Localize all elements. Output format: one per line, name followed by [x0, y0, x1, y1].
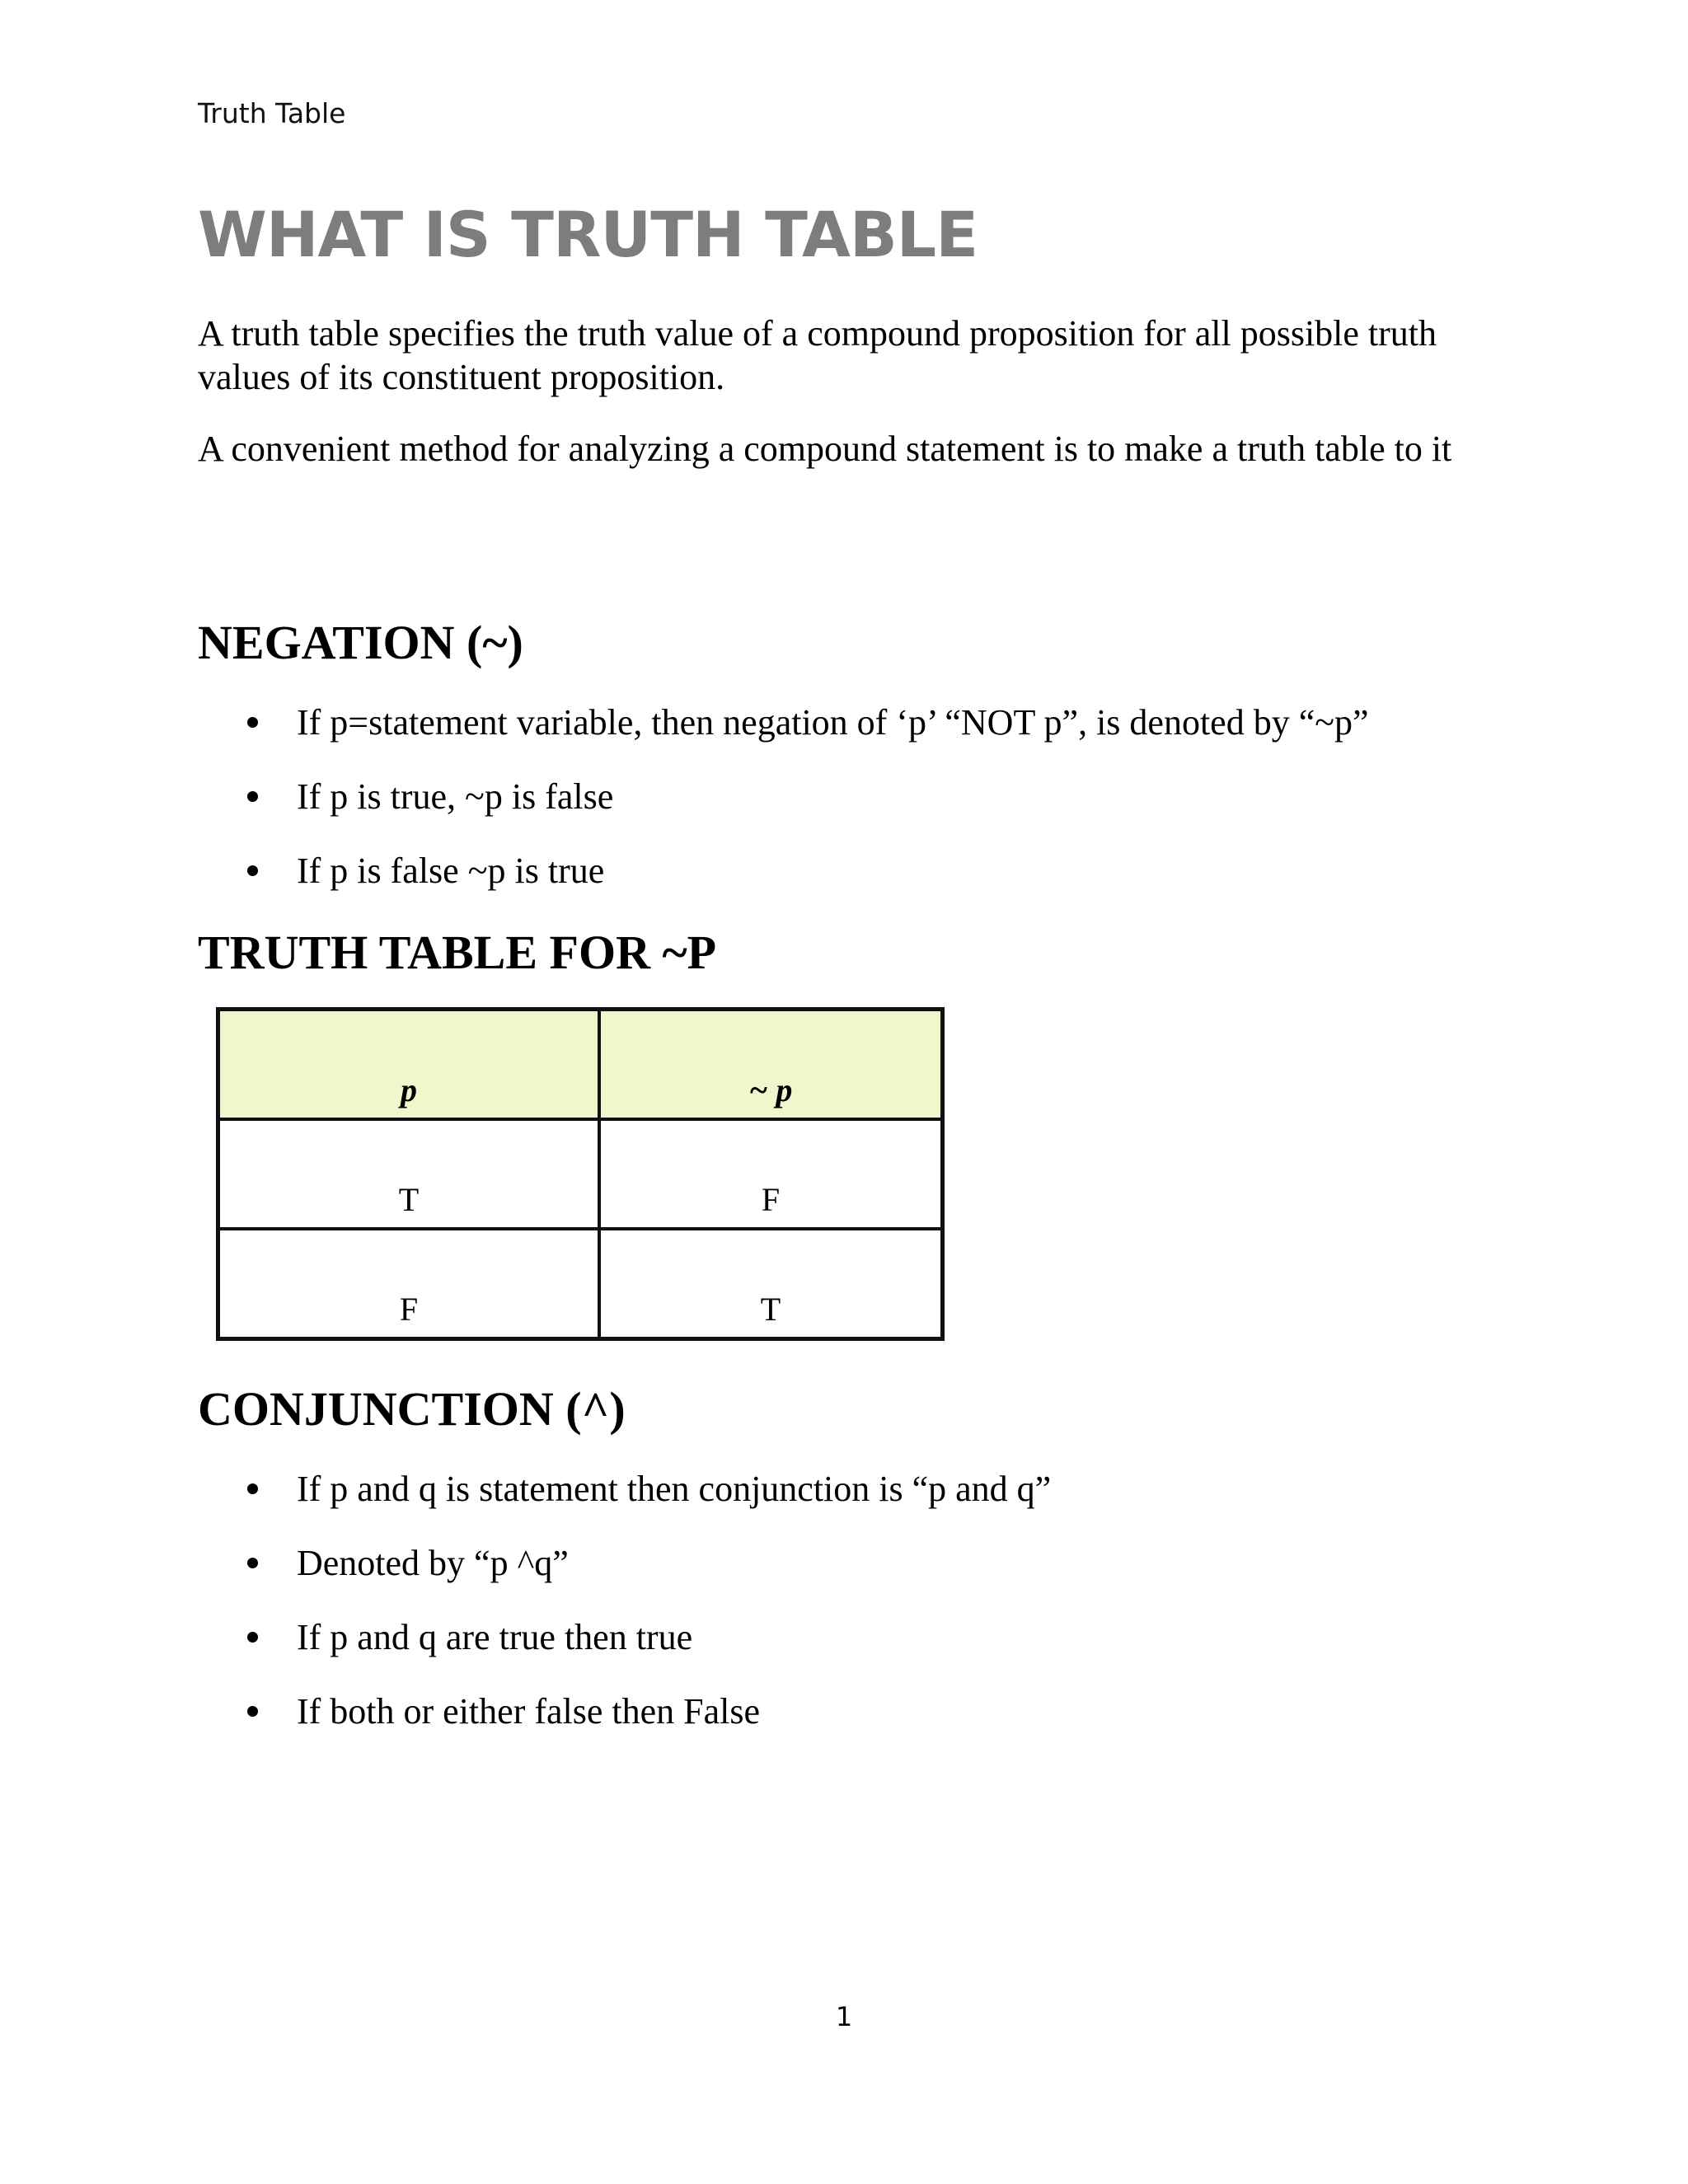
truth-table-heading: TRUTH TABLE FOR ~P [198, 926, 717, 979]
bullet-icon [247, 1483, 258, 1494]
page-number: 1 [835, 2001, 853, 2032]
conjunction-heading: CONJUNCTION (^) [198, 1382, 626, 1436]
list-item [198, 1686, 1051, 1760]
bullet-text: If both or either false then False [297, 1691, 761, 1732]
bullet-icon [247, 1706, 258, 1717]
table-header-row [218, 1010, 943, 1120]
table-cell: F [218, 1229, 600, 1339]
list-item [198, 1612, 1051, 1686]
bullet-text: If p is true, ~p is false [297, 776, 614, 817]
column-header-not-p: ~ p [599, 1010, 943, 1120]
bullet-text: If p is false ~p is true [297, 851, 605, 891]
bullet-icon [247, 865, 258, 876]
bullet-icon [247, 791, 258, 802]
bullet-icon [247, 1558, 258, 1568]
list-item [198, 1538, 1051, 1612]
running-header: Truth Table [198, 97, 346, 129]
table-row [218, 1229, 943, 1339]
table-cell: F [599, 1119, 943, 1229]
page-title: WHAT IS TRUTH TABLE [198, 198, 978, 271]
table-row [218, 1119, 943, 1229]
method-paragraph: A convenient method for analyzing a compound statement is to make a truth table to it [198, 429, 1452, 469]
table-cell: T [218, 1119, 600, 1229]
list-item [198, 846, 1369, 920]
negation-bullet-list [198, 697, 1369, 920]
bullet-text: If p and q is statement then conjunction is “p and q” [297, 1469, 1052, 1509]
bullet-icon [247, 1632, 258, 1643]
bullet-icon [247, 717, 258, 728]
list-item [198, 771, 1369, 846]
table-cell: T [599, 1229, 943, 1339]
negation-heading: NEGATION (~) [198, 616, 523, 669]
bullet-text: If p and q are true then true [297, 1617, 693, 1657]
bullet-text: Denoted by “p ^q” [297, 1543, 569, 1583]
bullet-text: If p=statement variable, then negation of ‘p’ “NOT p”, is denoted by “~p” [297, 702, 1369, 743]
negation-truth-table [216, 1007, 945, 1341]
list-item [198, 697, 1369, 771]
intro-paragraph: A truth table specifies the truth value of a compound proposition for all possible truth values of its constituent proposition. [198, 313, 1437, 397]
column-header-p: p [218, 1010, 600, 1120]
list-item [198, 1464, 1051, 1538]
conjunction-bullet-list [198, 1464, 1051, 1760]
